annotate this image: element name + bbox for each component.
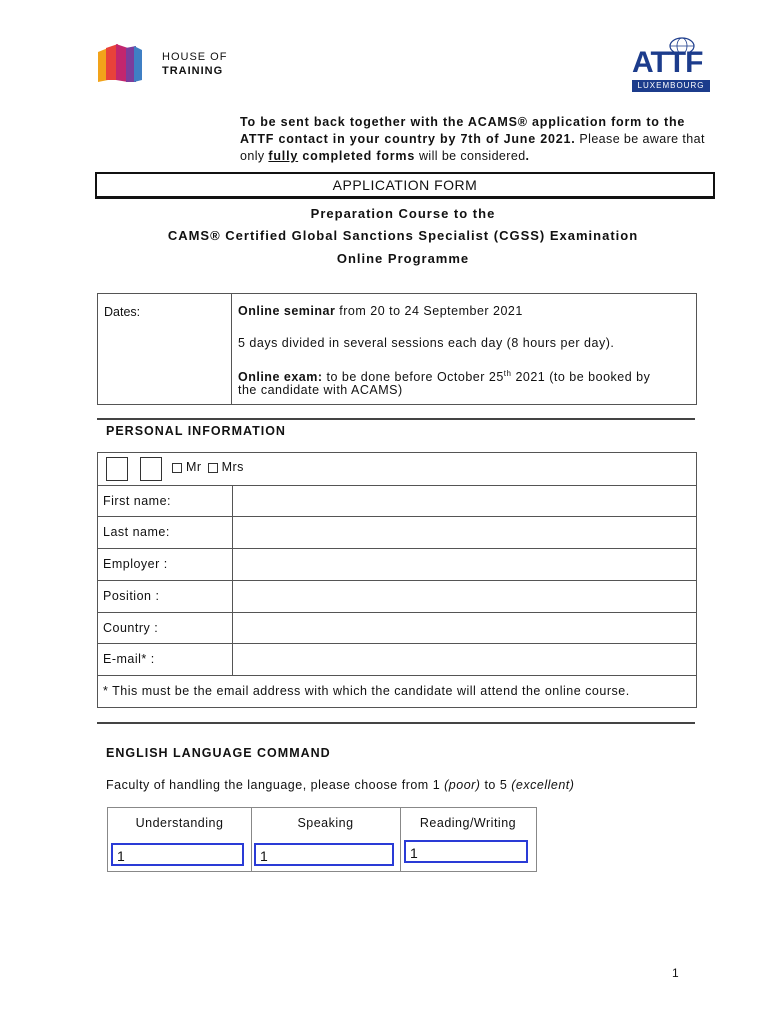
heading-line-2: CAMS® Certified Global Sanctions Specialist (CGSS) Examination (167, 228, 639, 243)
personal-info-table (97, 452, 697, 708)
exam-text-2: 2021 (to be booked by (511, 370, 651, 385)
field-row-position (98, 580, 696, 613)
employer-input[interactable] (234, 549, 694, 581)
seminar-line (238, 303, 523, 319)
logo-line-1: HOUSE OF (162, 51, 228, 63)
mrs-box-icon[interactable] (208, 463, 218, 473)
exam-text-1: to be done before October 25 (322, 370, 504, 385)
intro-bold-2: completed forms (298, 149, 416, 163)
form-title: APPLICATION FORM (95, 172, 715, 199)
field-label: Employer : (103, 557, 168, 571)
intro-paragraph (240, 114, 712, 165)
field-row-first-name (98, 485, 696, 517)
column-speaking: Speaking (297, 816, 354, 830)
field-row-employer (98, 548, 696, 581)
intro-end: . (525, 149, 530, 163)
language-section-title: ENGLISH LANGUAGE COMMAND (106, 746, 331, 760)
field-label: Last name: (103, 525, 170, 539)
instruction-2: to 5 (480, 778, 512, 792)
email-footnote: * This must be the email address with which the candidate will attend the online course. (103, 684, 630, 698)
house-of-training-mark-icon (96, 40, 144, 86)
seminar-text: from 20 to 24 September 2021 (335, 304, 523, 318)
footnote-row (98, 675, 696, 708)
understanding-input[interactable]: 1 (111, 843, 244, 866)
column-understanding: Understanding (135, 816, 224, 830)
speaking-input[interactable]: 1 (254, 843, 394, 866)
checkbox-mr[interactable] (106, 457, 128, 481)
seminar-bold: Online seminar (238, 304, 336, 318)
field-label: Country : (103, 621, 159, 635)
intro-underline: fully (268, 149, 299, 163)
instruction-1: Faculty of handling the language, please choose from 1 (106, 778, 445, 792)
exam-bold: Online exam: (238, 370, 323, 385)
atff-name: ATTF (632, 46, 703, 79)
language-table (107, 807, 537, 872)
section-divider (97, 722, 695, 724)
mr-label: Mr (186, 460, 202, 474)
column-reading-writing: Reading/Writing (419, 816, 517, 830)
page-number: 1 (672, 966, 679, 980)
field-row-country (98, 612, 696, 644)
house-of-training-wordmark (162, 50, 227, 78)
heading-line-1: Preparation Course to the (310, 206, 496, 221)
field-label: First name: (103, 494, 172, 508)
field-label: Position : (103, 589, 160, 603)
intro-normal-1: Please be aware that only (240, 132, 705, 163)
intro-normal-2: will be considered (415, 149, 526, 163)
email-input[interactable] (234, 644, 694, 676)
intro-bold: To be sent back together with the ACAMS® application form to the ATTF contact in your country by 7th of June 2021. (240, 115, 686, 146)
field-row-last-name (98, 516, 696, 549)
exam-sup: th (503, 369, 512, 378)
personal-section-title: PERSONAL INFORMATION (106, 424, 286, 438)
salutation-options (170, 460, 244, 474)
dates-table (97, 293, 697, 405)
field-row-email (98, 643, 696, 676)
dates-label-cell (98, 294, 232, 404)
last-name-input[interactable] (234, 517, 694, 549)
atff-subtitle: LUXEMBOURG (632, 80, 710, 92)
first-name-input[interactable] (234, 486, 694, 517)
language-instruction (106, 778, 574, 792)
excellent-label: (excellent) (511, 778, 575, 792)
heading-line-3: Online Programme (336, 251, 470, 266)
sessions-line: 5 days divided in several sessions each day (8 hours per day). (238, 336, 615, 350)
position-input[interactable] (234, 581, 694, 613)
mrs-label: Mrs (221, 460, 244, 474)
logo-line-2: TRAINING (162, 65, 224, 77)
section-divider (97, 418, 695, 420)
field-label: E-mail* : (103, 652, 155, 666)
exam-line-2: the candidate with ACAMS) (238, 383, 403, 397)
dates-label: Dates: (104, 305, 141, 319)
atff-logo (628, 36, 712, 94)
poor-label: (poor) (444, 778, 481, 792)
checkbox-mrs[interactable] (140, 457, 162, 481)
mr-box-icon[interactable] (172, 463, 182, 473)
reading-writing-input[interactable]: 1 (404, 840, 528, 863)
country-input[interactable] (234, 613, 694, 644)
